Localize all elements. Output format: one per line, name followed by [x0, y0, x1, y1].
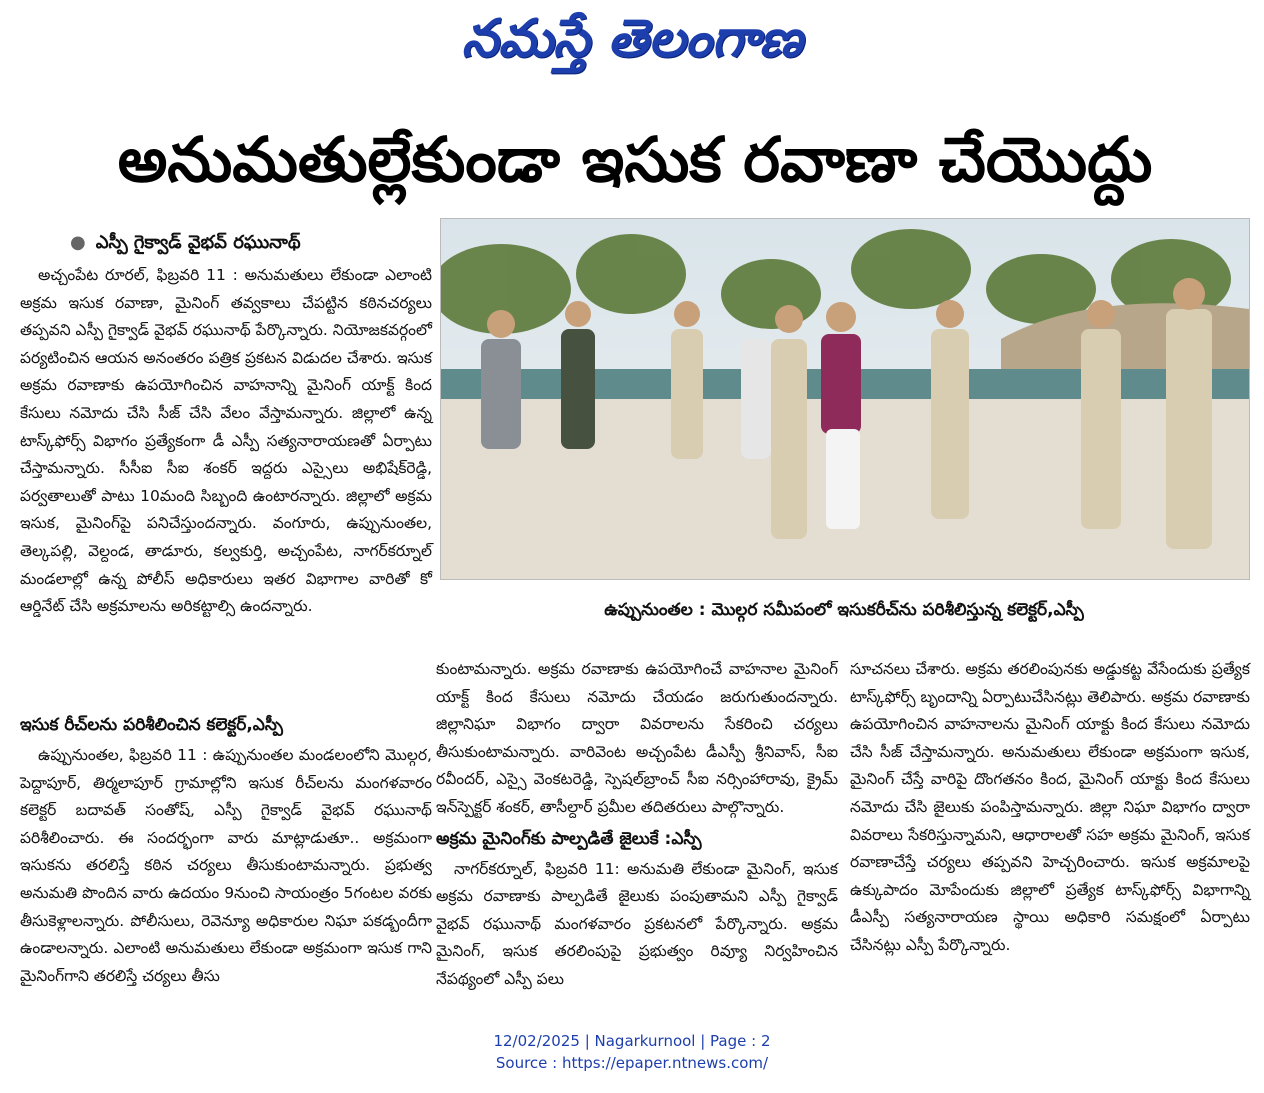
footer	[0, 1030, 1264, 1078]
article-subheading: ఇసుక రీచ్‌లను పరిశీలించిన కలెక్టర్,ఎస్పీ	[20, 715, 283, 735]
source-link[interactable]: Source : https://epaper.ntnews.com/	[495, 1054, 769, 1072]
article-paragraph: నాగర్‌కర్నూల్, ఫిబ్రవరి 11: అనుమతి లేకుండా మైనింగ్, ఇసుక అక్రమ రవాణాకు పాల్పడితే జైలుకు పంపుతామని ఎస్పీ గైక్వాడ్ వైభవ్ రఘునాథ్ మంగళవారం ప్రకటనలో పేర్కొన్నారు. అక్రమ మైనింగ్, ఇసుక తరలింపుపై ప్రభుత్వం రివ్యూ నిర్వహించిన నేపథ్యంలో ఎస్పీ పలు	[436, 859, 838, 988]
article-column-1-lower	[20, 708, 432, 1028]
photo-caption: ఉప్పునుంతల : మొల్గర సమీపంలో ఇసుకరీచ్‌ను పరిశీలిస్తున్న కలెక్టర్,ఎస్పీ	[604, 600, 1084, 620]
news-photo	[440, 218, 1250, 580]
edition-info: 12/02/2025 | Nagarkurnool | Page : 2	[493, 1032, 771, 1050]
article-paragraph: అచ్చంపేట రూరల్, ఫిబ్రవరి 11 : అనుమతులు లేకుండా ఎలాంటి అక్రమ ఇసుక రవాణా, మైనింగ్ తవ్వకాలు చేపట్టిన కఠినచర్యలు తప్పవని ఎస్పీ గైక్వాడ్ వైభవ్ రఘునాథ్ పేర్కొన్నారు. నియోజకవర్గంలో పర్యటించిన ఆయన అనంతరం పత్రిక ప్రకటన విడుదల చేశారు. ఇసుక అక్రమ రవాణాకు ఉపయోగించిన వాహనాన్ని మైనింగ్ యాక్ట్ కింద కేసులు నమోదు చేసి సీజ్ చేసి వేలం వేస్తామన్నారు. జిల్లాలో ఉన్న టాస్క్‌ఫోర్స్ విభాగం ప్రత్యేకంగా డీ ఎస్పీ సత్యనారాయణతో ఏర్పాటు చేస్తామన్నారు. సీసీఐ సీఐ శంకర్ ఇద్దరు ఎస్సైలు అభిషేక్‌రెడ్డి, పర్వతాలుతో పాటు 10మంది సిబ్బంది ఉంటారన్నారు. జిల్లాలో అక్రమ ఇసుక, మైనింగ్‌పై పనిచేస్తుందన్నారు. వంగూరు, ఉప్పునుంతల, తెల్కపల్లి, వెల్దండ, తాడూరు, కల్వకుర్తి, అచ్చంపేట, నాగర్‌కర్నూల్ మండలాల్లో ఉన్న పోలీస్ అధికారులు ఇతర విభాగాల వారితో కో ఆర్డినేట్ చేసి అక్రమాలను అరికట్టాల్సి ఉందన్నారు.	[20, 266, 432, 616]
article-paragraph: కుంటామన్నారు. అక్రమ రవాణాకు ఉపయోగించే వాహనాల మైనింగ్ యాక్ట్ కింద కేసులు నమోదు చేయడం జరుగుతుందన్నారు. జిల్లానిఘా విభాగం ద్వారా వివరాలను సేకరించి చర్యలు తీసుకుంటామన్నారు. వారివెంట అచ్చంపేట డీఎస్పీ శ్రీనివాస్, సీఐ రవీందర్, ఎస్సై వెంకటరెడ్డి, స్పెషల్‌బ్రాంచ్ సీఐ నర్సింహారావు, క్రైమ్ ఇన్‌స్పెక్టర్ శంకర్, తాసీల్దార్ ప్రమీల తదితరులు పాల్గొన్నారు.	[436, 660, 838, 816]
newspaper-logo: నమస్తే తెలంగాణ	[461, 9, 803, 69]
headline: అనుమతుల్లేకుండా ఇసుక రవాణా చేయొద్దు	[117, 123, 1153, 196]
article-column-2	[436, 656, 838, 1028]
photo-illustration	[441, 219, 1249, 579]
article-paragraph: సూచనలు చేశారు. అక్రమ తరలింపునకు అడ్డుకట్ట వేసేందుకు ప్రత్యేక టాస్క్‌ఫోర్స్ బృందాన్ని ఏర్పాటుచేసినట్లు తెలిపారు. అక్రమ రవాణాకు ఉపయోగించిన వాహనాలను మైనింగ్ యాక్టు కింద కేసులు నమోదు చేసి సీజ్ చేస్తామన్నారు. అనుమతులు లేకుండా అక్రమంగా ఇసుక, మైనింగ్ చేస్తే వారిపై దొంగతనం కింద, మైనింగ్ యాక్టు కింద కేసులు నమోదు చేసి జైలుకు పంపిస్తామన్నారు. జిల్లా నిఘా విభాగం ద్వారా వివరాలు సేకరిస్తున్నామని, ఆధారాలతో సహ అక్రమ మైనింగ్, ఇసుక రవాణాచేస్తే చర్యలు తప్పవని హెచ్చరించారు. ఇసుక అక్రమాలపై ఉక్కుపాదం మోపేందుకు జిల్లాలో ప్రత్యేక టాస్క్‌ఫోర్స్ విభాగాన్ని డీఎస్పీ సత్యనారాయణ స్థాయి అధికారి సమక్షంలో ఏర్పాటు చేసినట్లు ఎస్పీ పేర్కొన్నారు.	[850, 660, 1250, 954]
article-subheading: అక్రమ మైనింగ్‌కు పాల్పడితే జైలుకే :ఎస్పీ	[436, 828, 702, 849]
bullet-icon: ●	[70, 232, 86, 253]
article-paragraph: ఉప్పునుంతల, ఫిబ్రవరి 11 : ఉప్పునుంతల మండలంలోని మొల్గర, పెద్దాపూర్, తిర్మలాపూర్ గ్రామాల్లోని ఇసుక రీచ్‌లను మంగళవారం కలెక్టర్ బదావత్ సంతోష్, ఎస్పీ గైక్వాడ్ వైభవ్ రఘునాథ్ పరిశీలించారు. ఈ సందర్భంగా వారు మాట్లాడుతూ.. అక్రమంగా ఇసుకను తరలిస్తే కఠిన చర్యలు తీసుకుంటామన్నారు. ప్రభుత్వ అనుమతి పొందిన వారు ఉదయం 9నుంచి సాయంత్రం 5గంటల వరకు తీసుకెళ్లాలన్నారు. పోలీసులు, రెవెన్యూ అధికారుల నిఘా పకడ్బందీగా ఉండాలన్నారు. ఎలాంటి అనుమతులు లేకుండా అక్రమంగా ఇసుక గాని మైనింగ్‌గాని తరలిస్తే చర్యలు తీసు	[20, 746, 432, 985]
masthead	[0, 6, 1264, 72]
article-column-1	[20, 262, 432, 710]
byline-text: ఎస్పీ గైక్వాడ్ వైభవ్ రఘునాథ్	[95, 232, 301, 253]
article-column-3	[850, 656, 1250, 1028]
byline	[70, 228, 420, 258]
